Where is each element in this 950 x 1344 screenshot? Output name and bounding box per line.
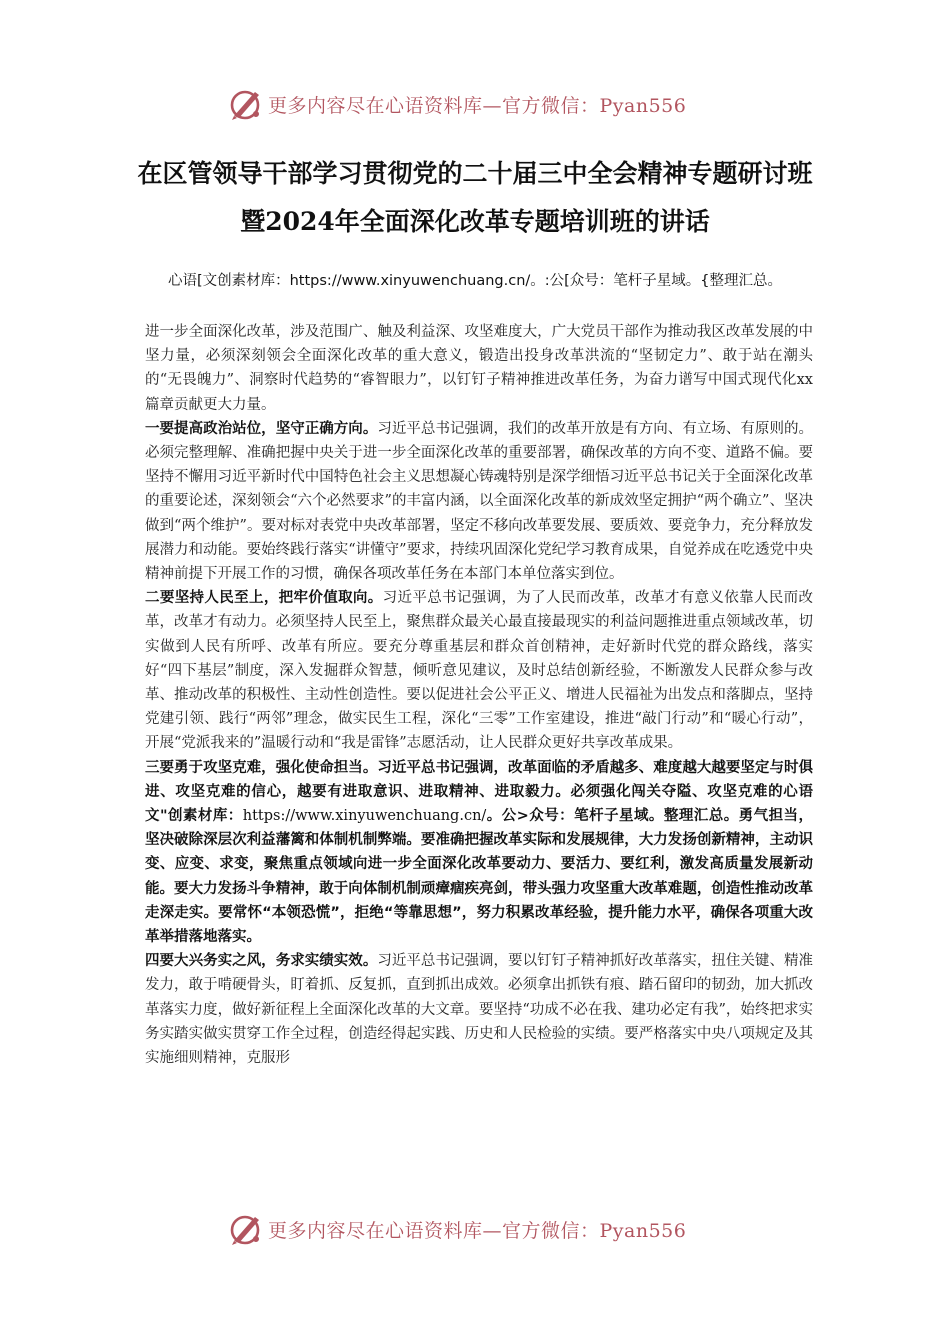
section-heading: 二要坚持人民至上，把牢价值取向。 <box>145 589 383 607</box>
inline-url: https://www.xinyuwenchuang.cn/ <box>242 808 487 825</box>
banner-text: 更多内容尽在心语资料库—官方微信：Pyan556 <box>268 94 687 117</box>
section-paragraph <box>145 586 813 755</box>
section-text: 习近平总书记强调，为了人民而改革，改革才有意义依靠人民而改革，改革才有动力。必须坚持人民至上，聚焦群众最关心最直接最现实的利益问题推进重点领域改革，切实做到人民有所呼、改革有所应。要充分尊重基层和群众首创精神，走好新时代党的群众路线，落实好“四下基层”制度，深入发掘群众智慧，倾听意见建议，及时总结创新经验，不断激发人民群众参与改革、推动改革的积极性、主动性创造性。要以促进社会公平正义、增进人民福祉为出发点和落脚点，坚持党建引领、践行“两邻”理念，做实民生工程，深化“三零”工作室建设，推进“敲门行动”和“暖心行动”，开展“党派我来的”温暖行动和“我是雷锋”志愿活动，让人民群众更好共享改革成果。 <box>145 590 814 752</box>
section-heading: 四要大兴务实之风，务求实绩实效。 <box>145 952 378 970</box>
section-text: 三要勇于攻坚克难，强化使命担当。习近平总书记强调，改革面临的矛盾越多、难度越大越要坚定与时俱进、攻坚克难的信心，越要有进取意识、进取精神、进取毅力。必须强化闯关夺隘、攻坚克难的心语文"创素材库： <box>145 759 813 825</box>
pen-circle-logo-icon <box>228 86 264 122</box>
document-body <box>145 320 813 1070</box>
section-paragraph <box>145 756 813 950</box>
section-text: 。公>众号：笔杆子星域。整理汇总。勇气担当，坚决破除深层次利益藩篱和体制机制弊端。要准确把握改革实际和发展规律，大力发扬创新精神，主动识变、应变、求变，聚焦重点领域向进一步全面深化改革要动力、要活力、要红利，激发高质量发展新动能。要大力发扬斗争精神，敢于向体制机制顽瘴痼疾亮剑，带头强力攻坚重大改革难题，创造性推动改革走深走实。要常怀“本领恐慌”，拒绝“等靠思想”，努力积累改革经验，提升能力水平，确保各项重大改革举措落地落实。 <box>145 808 813 946</box>
document-title: 在区管领导干部学习贯彻党的二十届三中全会精神专题研讨班暨2024年全面深化改革专题培训班的讲话 <box>137 159 813 236</box>
footer-banner <box>228 1211 728 1247</box>
section-paragraph <box>145 417 813 586</box>
intro-paragraph: 进一步全面深化改革，涉及范围广、触及利益深、攻坚难度大，广大党员干部作为推动我区改革发展的中坚力量，必须深刻领会全面深化改革的重大意义，锻造出投身改革洪流的“坚韧定力”、敢于站在潮头的“无畏魄力”、洞察时代趋势的“睿智眼力”，以钉钉子精神推进改革任务，为奋力谱写中国式现代化xx篇章贡献更大力量。 <box>145 324 813 413</box>
pen-circle-logo-icon <box>228 1211 264 1247</box>
section-text: 习近平总书记强调，我们的改革开放是有方向、有立场、有原则的。必须完整理解、准确把握中央关于进一步全面深化改革的重要部署，确保改革的方向不变、道路不偏。要坚持不懈用习近平新时代中国特色社会主义思想凝心铸魂特别是深学细悟习近平总书记关于全面深化改革的重要论述，深刻领会“六个必然要求”的丰富内涵，以全面深化改革的新成效坚定拥护“两个确立”、坚决做到“两个维护”。要对标对表党中央改革部署，坚定不移向改革要发展、要质效、要竞争力，充分释放发展潜力和动能。要始终践行落实“讲懂守”要求，持续巩固深化党纪学习教育成果，自觉养成在吃透党中央精神前提下开展工作的习惯，确保各项改革任务在本部门本单位落实到位。 <box>145 420 814 583</box>
banner-text: 更多内容尽在心语资料库—官方微信：Pyan556 <box>268 1219 687 1242</box>
source-line: 心语[文创素材库：https://www.xinyuwenchuang.cn/。:公[众号：笔杆子星域。{整理汇总。 <box>167 273 783 289</box>
section-heading: 一要提高政治站位，坚守正确方向。 <box>145 419 378 437</box>
section-paragraph <box>145 949 813 1070</box>
header-banner <box>228 86 728 122</box>
section-text: 习近平总书记强调，要以钉钉子精神抓好改革落实，扭住关键、精准发力，敢于啃硬骨头，盯着抓、反复抓，直到抓出成效。必须拿出抓铁有痕、踏石留印的韧劲，加大抓改革落实力度，做好新征程上全面深化改革的大文章。要坚持“功成不必在我、建功必定有我”，始终把求实务实踏实做实贯穿工作全过程，创造经得起实践、历史和人民检验的实绩。要严格落实中央八项规定及其实施细则精神，克服形 <box>145 953 814 1067</box>
